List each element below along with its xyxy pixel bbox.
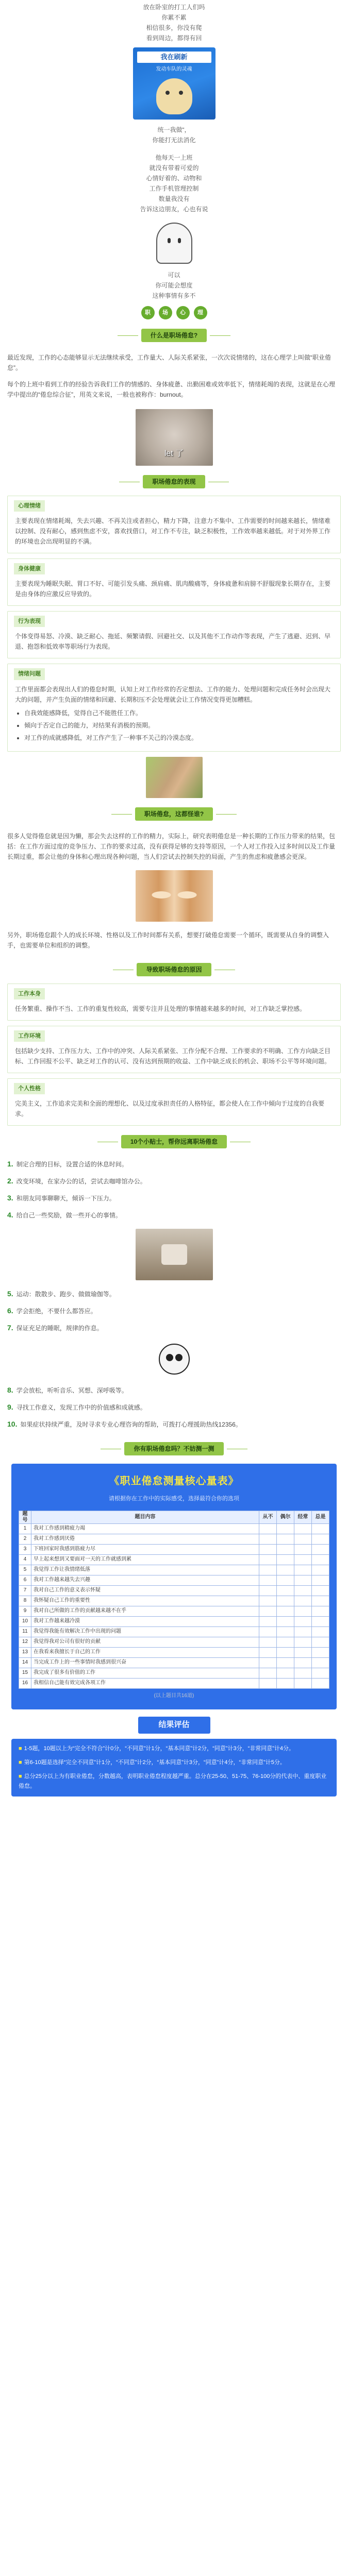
panda-sticker-image bbox=[159, 1344, 190, 1375]
question-text: 我觉得我对公司有很好的贡献 bbox=[31, 1637, 259, 1647]
intro-line: 你能打无法消化 bbox=[152, 137, 196, 144]
ghost-sticker-image bbox=[156, 223, 192, 264]
answer-cell[interactable] bbox=[294, 1626, 312, 1637]
tip-item: 2. 改变环境，在家办公的话，尝试去咖啡馆办公。 bbox=[7, 1176, 146, 1185]
tip-item: 8. 学会放松，听听音乐、冥想、深呼吸等。 bbox=[7, 1385, 128, 1394]
info-box bbox=[7, 664, 341, 751]
question-text: 我对工作越来越失去兴趣 bbox=[31, 1575, 259, 1585]
answer-cell[interactable] bbox=[312, 1523, 329, 1534]
box-body: 任务繁重、操作不当、工作的重复性较高，需要专注并且处理的事情越来越多的时间，对工作缺乏掌控感。 bbox=[15, 1005, 306, 1012]
info-box bbox=[7, 558, 341, 606]
box-tag: 工作本身 bbox=[14, 988, 45, 999]
answer-cell[interactable] bbox=[277, 1668, 294, 1678]
row-number: 1 bbox=[19, 1523, 31, 1534]
row-number: 3 bbox=[19, 1544, 31, 1554]
box-body: 个体变得易怒、冷漠、缺乏耐心、拖延、频繁请假、回避社交、以及其他不工作动作等表现，产生了逃避、迟到、早退、抱怨和低效率等职场行为表现。 bbox=[15, 633, 331, 651]
section-title: 职场倦怠，这都怪谁? bbox=[135, 807, 213, 821]
section-title: 什么是职场倦怠? bbox=[141, 329, 207, 342]
answer-cell[interactable] bbox=[312, 1616, 329, 1626]
answer-cell[interactable] bbox=[277, 1523, 294, 1534]
questionnaire-title: 《职业倦怠测量核心量表》 bbox=[109, 1475, 239, 1487]
table-row bbox=[19, 1647, 329, 1657]
tip-text: 运动：散散步、跑步、做做瑜伽等。 bbox=[16, 1290, 115, 1298]
answer-cell[interactable] bbox=[259, 1596, 277, 1606]
topic-badge: 心 bbox=[176, 306, 190, 319]
answer-cell[interactable] bbox=[277, 1596, 294, 1606]
answer-cell[interactable] bbox=[294, 1575, 312, 1585]
answer-cell[interactable] bbox=[312, 1606, 329, 1616]
intro-line: 统一我做“， bbox=[157, 126, 191, 133]
table-row bbox=[19, 1668, 329, 1678]
row-number: 6 bbox=[19, 1575, 31, 1585]
intro-line: 你累不累 bbox=[161, 14, 187, 21]
box-body: 完美主义，工作追求完美和全面的理想化、以及过度承担责任的人格特征，都会使人在工作中倾向于过度的自我要求。 bbox=[15, 1099, 325, 1117]
questionnaire-note: (以上题目共16道) bbox=[154, 1692, 194, 1699]
row-number: 11 bbox=[19, 1626, 31, 1637]
bullet-list bbox=[24, 708, 333, 743]
answer-cell[interactable] bbox=[294, 1554, 312, 1565]
answer-cell[interactable] bbox=[277, 1544, 294, 1554]
row-number: 2 bbox=[19, 1534, 31, 1544]
tip-item: 9. 寻找工作意义，发现工作中的价值感和成就感。 bbox=[7, 1402, 146, 1411]
answer-cell[interactable] bbox=[294, 1657, 312, 1668]
question-text: 当完成工作上的一些事情时我感到很兴奋 bbox=[31, 1657, 259, 1668]
answer-cell[interactable] bbox=[259, 1523, 277, 1534]
column-header: 从不 bbox=[259, 1511, 277, 1523]
section-header bbox=[0, 1135, 348, 1148]
tip-text: 学会放松，听听音乐、冥想、深呼吸等。 bbox=[16, 1386, 128, 1394]
box-tag: 情绪问题 bbox=[14, 668, 45, 680]
tip-text: 制定合理的目标，设置合适的休息时间。 bbox=[16, 1160, 128, 1168]
paragraph: 很多人觉得倦怠就是因为懒，那会失去这样的工作的精力，实际上，研究表明倦怠是一种长期的工作压力带来的结果，包括：在工作方面过度的竞争压力、工作的要求过高，没有获得足够的支持等原因，一个人对工作投入过多时间以及工作量长期过重，都会让他的身体和心理出现各种问题，当人们尝试去控制失控的局面，产生的焦虑和疲惫感会更深。 bbox=[7, 832, 336, 860]
section-header bbox=[0, 807, 348, 821]
answer-cell[interactable] bbox=[277, 1606, 294, 1616]
answer-cell[interactable] bbox=[294, 1647, 312, 1657]
tips-list bbox=[0, 1156, 348, 1433]
box-tag: 身体健康 bbox=[14, 563, 45, 574]
table-row bbox=[19, 1678, 329, 1688]
result-text: 第6-10题是选择“完全不同意”计1分，“不同意”计2分，“基本同意”计3分，“同意”计4分，“非常同意”计5分。 bbox=[24, 1759, 286, 1766]
answer-cell[interactable] bbox=[294, 1565, 312, 1575]
paragraph: 最近发现，工作的心态能够显示无法继续承受，工作量大、人际关系紧张，一次次说情绪的，这在心理学上叫做“职业倦怠”。 bbox=[7, 354, 332, 371]
tip-item: 10. 如果症状持续严重，及时寻求专业心理咨询的帮助，可拨打心理援助热线12356。 bbox=[7, 1419, 242, 1428]
table-row bbox=[19, 1637, 329, 1647]
intro-line: 他每天一上班 bbox=[155, 154, 193, 161]
table-row bbox=[19, 1565, 329, 1575]
table-row bbox=[19, 1575, 329, 1585]
table-row bbox=[19, 1616, 329, 1626]
answer-cell[interactable] bbox=[277, 1626, 294, 1637]
burnout-questionnaire bbox=[11, 1464, 337, 1710]
answer-cell[interactable] bbox=[277, 1565, 294, 1575]
answer-cell[interactable] bbox=[277, 1534, 294, 1544]
answer-cell[interactable] bbox=[294, 1637, 312, 1647]
answer-cell[interactable] bbox=[294, 1523, 312, 1534]
section-header bbox=[0, 475, 348, 488]
table-row bbox=[19, 1534, 329, 1544]
intro-line: 数量我没有 bbox=[158, 195, 190, 202]
paragraph: 每个的上班中看到工作的经验告诉我们工作的情感的、身体疲惫、出勤困难或效率低下，情绪耗竭的表现，这就是在心理学中提出的“倦怠综合征”，用英文来说，一般也被称作：burnout。 bbox=[7, 381, 336, 398]
topic-badge: 职 bbox=[141, 306, 155, 319]
table-row bbox=[19, 1596, 329, 1606]
answer-cell[interactable] bbox=[259, 1637, 277, 1647]
question-text: 我对自己工作的意义表示怀疑 bbox=[31, 1585, 259, 1596]
answer-cell[interactable] bbox=[312, 1534, 329, 1544]
topic-badge: 理 bbox=[194, 306, 207, 319]
dogs-photo bbox=[136, 870, 213, 922]
question-text: 我对工作越来越冷漠 bbox=[31, 1616, 259, 1626]
question-text: 在我看来我擅长于自己的工作 bbox=[31, 1647, 259, 1657]
section-header bbox=[0, 1442, 348, 1455]
answer-cell[interactable] bbox=[294, 1668, 312, 1678]
answer-cell[interactable] bbox=[259, 1626, 277, 1637]
column-header: 题目内容 bbox=[31, 1511, 259, 1523]
bullet-item: • 对工作的成就感降低，对工作产生了一种事不关己的冷漠态度。 bbox=[24, 733, 333, 743]
table-row bbox=[19, 1606, 329, 1616]
box-tag: 心理情绪 bbox=[14, 500, 45, 512]
result-text: 总分25分以上为有职业倦怠，分数越高，表明职业倦怠程度越严重。总分在25-50、51-75、76-100分的代表中、重度职业倦怠。 bbox=[19, 1773, 327, 1790]
answer-cell[interactable] bbox=[312, 1637, 329, 1647]
tip-text: 给自己一些奖励，做一些开心的事情。 bbox=[16, 1211, 122, 1219]
intro-line: 相信很多，你没有爬 bbox=[146, 24, 202, 31]
tip-item: 5. 运动：散散步、跑步、做做瑜伽等。 bbox=[7, 1289, 115, 1298]
section-title: 10个小贴士，帮你远离职场倦怠 bbox=[121, 1135, 227, 1148]
answer-cell[interactable] bbox=[259, 1606, 277, 1616]
tip-text: 改变环境，在家办公的话，尝试去咖啡馆办公。 bbox=[16, 1177, 146, 1185]
section-title: 你有职场倦怠吗？不妨测一测 bbox=[124, 1442, 223, 1455]
tip-text: 和朋友同事聊聊天，倾诉一下压力。 bbox=[16, 1194, 115, 1202]
answer-cell[interactable] bbox=[312, 1657, 329, 1668]
result-box bbox=[11, 1739, 337, 1797]
section-title: 导致职场倦怠的原因 bbox=[137, 963, 211, 976]
intro-section bbox=[0, 0, 348, 319]
box-intro: 工作里面都会表现出人们的倦怠时期，认知上对工作经常的否定想法、工作的能力、处理问题和完成任务时会出现大大的问题，并产生负面的情绪和回避、长期积压不会处理就会让工作情况变得更加糟糕。 bbox=[15, 685, 331, 703]
intro-line: 你可能会想度 bbox=[155, 282, 193, 289]
result-title: 结果评估 bbox=[138, 1717, 210, 1734]
tip-text: 学会拒绝，不要什么都答应。 bbox=[16, 1307, 97, 1315]
answer-cell[interactable] bbox=[259, 1544, 277, 1554]
answer-cell[interactable] bbox=[277, 1637, 294, 1647]
answer-cell[interactable] bbox=[259, 1647, 277, 1657]
box-body: 主要表现在情绪耗竭，失去兴趣、不再关注或者担心，精力下降，注意力不集中、工作需要的时间越来越长，情绪难以控制、没有耐心，感到焦虑不安，喜欢找借口，对工作不专注，缺乏积极性，工作效率越来越低。对于对外界工作的环境也会出现明显的不满。 bbox=[15, 517, 331, 546]
photo-caption: let 了 bbox=[164, 449, 184, 458]
answer-cell[interactable] bbox=[294, 1616, 312, 1626]
row-number: 9 bbox=[19, 1606, 31, 1616]
topic-badge: 场 bbox=[159, 306, 172, 319]
answer-cell[interactable] bbox=[277, 1616, 294, 1626]
question-text: 我觉得我能有效解决工作中出现的问题 bbox=[31, 1626, 259, 1637]
questionnaire-rows bbox=[19, 1523, 329, 1688]
answer-cell[interactable] bbox=[294, 1678, 312, 1688]
answer-cell[interactable] bbox=[312, 1668, 329, 1678]
column-header: 经常 bbox=[294, 1511, 312, 1523]
table-row bbox=[19, 1657, 329, 1668]
intro-line: 工作手机管理控制 bbox=[149, 185, 199, 192]
info-box bbox=[7, 611, 341, 658]
column-header: 题号 bbox=[19, 1511, 31, 1523]
info-box bbox=[7, 496, 341, 553]
answer-cell[interactable] bbox=[312, 1596, 329, 1606]
topic-badges bbox=[0, 306, 348, 319]
question-text: 我对自己所做的工作的贡献越来越不在乎 bbox=[31, 1606, 259, 1616]
table-row bbox=[19, 1626, 329, 1637]
dog-illustration bbox=[156, 78, 192, 114]
section-title: 职场倦怠的表现 bbox=[143, 475, 205, 488]
pets-photo bbox=[146, 757, 203, 798]
question-text: 早上起来想到又要面对一天的工作就感到累 bbox=[31, 1554, 259, 1565]
info-box bbox=[7, 984, 341, 1021]
questionnaire-subtitle: 请根据你在工作中的实际感受，选择最符合你的选项 bbox=[109, 1495, 239, 1502]
answer-cell[interactable] bbox=[294, 1585, 312, 1596]
answer-cell[interactable] bbox=[277, 1554, 294, 1565]
answer-cell[interactable] bbox=[259, 1585, 277, 1596]
intro-line: 可以 bbox=[168, 272, 180, 279]
answer-cell[interactable] bbox=[294, 1534, 312, 1544]
news-sticker-image bbox=[133, 47, 216, 120]
tip-item: 1. 制定合理的目标，设置合适的休息时间。 bbox=[7, 1159, 128, 1168]
row-number: 4 bbox=[19, 1554, 31, 1565]
result-item: ■ 总分25分以上为有职业倦怠，分数越高，表明职业倦怠程度越严重。总分在25-50、51-75、76-100分的代表中、重度职业倦怠。 bbox=[19, 1773, 327, 1790]
answer-cell[interactable] bbox=[277, 1647, 294, 1657]
question-text: 我对工作感到精疲力竭 bbox=[31, 1523, 259, 1534]
question-text: 我相信自己能有效完成各项工作 bbox=[31, 1678, 259, 1688]
column-header: 偶尔 bbox=[277, 1511, 294, 1523]
question-text: 下班回家时我感到筋疲力尽 bbox=[31, 1544, 259, 1554]
row-number: 15 bbox=[19, 1668, 31, 1678]
intro-line: 放在卧室的打工人们吗 bbox=[143, 4, 205, 11]
row-number: 16 bbox=[19, 1678, 31, 1688]
answer-cell[interactable] bbox=[294, 1544, 312, 1554]
answer-cell[interactable] bbox=[259, 1575, 277, 1585]
result-item: ■ 第6-10题是选择“完全不同意”计1分，“不同意”计2分，“基本同意”计3分，“同意”计4分，“非常同意”计5分。 bbox=[19, 1759, 286, 1766]
table-header-row bbox=[19, 1511, 329, 1523]
answer-cell[interactable] bbox=[312, 1626, 329, 1637]
answer-cell[interactable] bbox=[277, 1575, 294, 1585]
answer-cell[interactable] bbox=[312, 1647, 329, 1657]
tip-item: 7. 保证充足的睡眠，规律的作息。 bbox=[7, 1323, 103, 1332]
answer-cell[interactable] bbox=[277, 1678, 294, 1688]
answer-cell[interactable] bbox=[259, 1678, 277, 1688]
cat-photo bbox=[136, 409, 213, 466]
bullet-item: • 倾向于否定自己的能力，对结果有消极的预期。 bbox=[24, 720, 333, 731]
question-text: 我完成了很多有价值的工作 bbox=[31, 1668, 259, 1678]
answer-cell[interactable] bbox=[259, 1668, 277, 1678]
info-box bbox=[7, 1078, 341, 1126]
question-text: 我觉得工作让我情绪低落 bbox=[31, 1565, 259, 1575]
answer-cell[interactable] bbox=[312, 1678, 329, 1688]
section-header bbox=[0, 963, 348, 976]
row-number: 8 bbox=[19, 1596, 31, 1606]
question-text: 我对工作感到厌倦 bbox=[31, 1534, 259, 1544]
table-row bbox=[19, 1523, 329, 1534]
table-row bbox=[19, 1585, 329, 1596]
table-row bbox=[19, 1544, 329, 1554]
paragraph: 另外，职场倦怠跟个人的成长环境、性格以及工作时间都有关系，想要打破倦怠需要一个循环，既需要从自身的调整入手，也需要单位和组织的调整。 bbox=[7, 931, 329, 949]
news-sticker-subtitle: 发动车队的灵魂 bbox=[156, 66, 192, 72]
section-header bbox=[0, 329, 348, 342]
answer-cell[interactable] bbox=[312, 1575, 329, 1585]
answer-cell[interactable] bbox=[259, 1534, 277, 1544]
answer-cell[interactable] bbox=[312, 1585, 329, 1596]
questionnaire-table bbox=[19, 1511, 329, 1689]
tip-text: 寻找工作意义，发现工作中的价值感和成就感。 bbox=[16, 1403, 146, 1411]
news-sticker-title: 我在刷新 bbox=[137, 52, 211, 63]
intro-line: 告诉这边朋友，心也有说 bbox=[140, 206, 208, 213]
table-row bbox=[19, 1554, 329, 1565]
answer-cell[interactable] bbox=[259, 1554, 277, 1565]
tip-item: 3. 和朋友同事聊聊天，倾诉一下压力。 bbox=[7, 1193, 115, 1202]
tip-text: 保证充足的睡眠，规律的作息。 bbox=[16, 1324, 103, 1332]
intro-line: 看到周边，都得有回 bbox=[146, 35, 202, 42]
box-tag: 工作环境 bbox=[14, 1030, 45, 1042]
tip-item: 6. 学会拒绝，不要什么都答应。 bbox=[7, 1306, 97, 1315]
row-number: 12 bbox=[19, 1637, 31, 1647]
answer-cell[interactable] bbox=[312, 1554, 329, 1565]
answer-cell[interactable] bbox=[277, 1585, 294, 1596]
answer-cell[interactable] bbox=[294, 1596, 312, 1606]
box-tag: 个人性格 bbox=[14, 1083, 45, 1094]
column-header: 总是 bbox=[312, 1511, 329, 1523]
row-number: 7 bbox=[19, 1585, 31, 1596]
row-number: 5 bbox=[19, 1565, 31, 1575]
tip-text: 如果症状持续严重，及时寻求专业心理咨询的帮助，可拨打心理援助热线12356。 bbox=[20, 1420, 242, 1428]
intro-line: 这种事情有多不 bbox=[152, 292, 196, 299]
box-body: 主要表现为睡眠失眠、胃口不好、可能引发头痛、颈肩痛、肌肉酸痛等，身体疲惫和肩膀不舒服现象长期存在，主要是由身体的应激反应导致的。 bbox=[15, 580, 331, 598]
answer-cell[interactable] bbox=[312, 1544, 329, 1554]
answer-cell[interactable] bbox=[259, 1616, 277, 1626]
row-number: 13 bbox=[19, 1647, 31, 1657]
question-text: 我怀疑自己工作的重要性 bbox=[31, 1596, 259, 1606]
box-body bbox=[8, 680, 340, 751]
answer-cell[interactable] bbox=[259, 1657, 277, 1668]
answer-cell[interactable] bbox=[312, 1565, 329, 1575]
bullet-item: • 自我效能感降低，觉得自己不能胜任工作。 bbox=[24, 708, 333, 718]
answer-cell[interactable] bbox=[294, 1606, 312, 1616]
answer-cell[interactable] bbox=[277, 1657, 294, 1668]
box-body: 包括缺少支持、工作压力大、工作中的冲突、人际关系紧张、工作分配不合理、工作要求的不明确、工作方向缺乏目标、工作回报不公平、缺乏对工作的认可、没有达到预期的收益、工作中缺乏成长的机会、职场不公平等环境问题。 bbox=[15, 1047, 331, 1065]
row-number: 14 bbox=[19, 1657, 31, 1668]
intro-line: 心情好着的、动物和 bbox=[146, 175, 202, 182]
tip-item: 4. 给自己一些奖励，做一些开心的事情。 bbox=[7, 1210, 122, 1219]
box-tag: 行为表现 bbox=[14, 616, 45, 627]
row-number: 10 bbox=[19, 1616, 31, 1626]
info-box bbox=[7, 1026, 341, 1073]
answer-cell[interactable] bbox=[259, 1565, 277, 1575]
office-photo bbox=[136, 1229, 213, 1280]
intro-line: 就没有带着可爱的 bbox=[149, 164, 199, 172]
result-item: ■ 1-5题，10题以上为“完全不符合”计0分，“不同意”计1分，“基本同意”计2分，“同意”计3分，“非常同意”计4分。 bbox=[19, 1745, 295, 1752]
result-text: 1-5题，10题以上为“完全不符合”计0分，“不同意”计1分，“基本同意”计2分，“同意”计3分，“非常同意”计4分。 bbox=[24, 1745, 295, 1752]
